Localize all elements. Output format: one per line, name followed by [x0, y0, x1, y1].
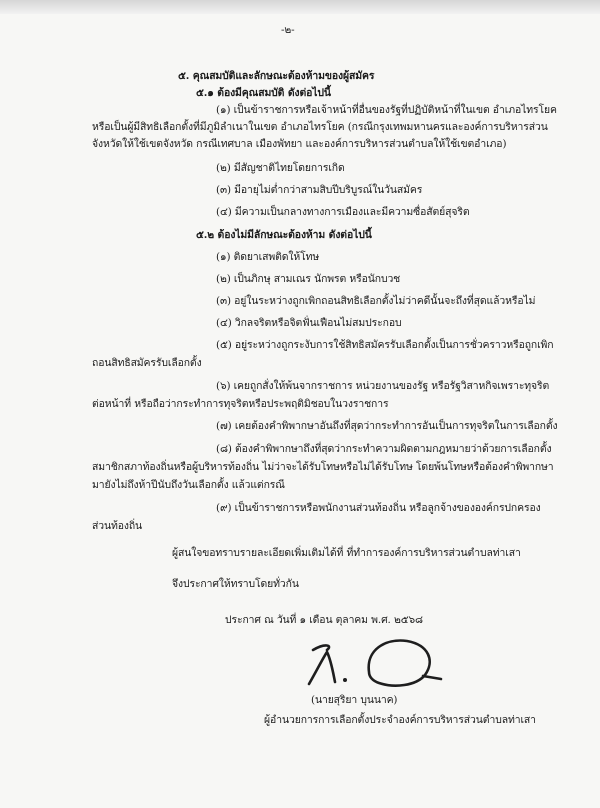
announcement-line: จึงประกาศให้ทราบโดยทั่วกัน — [172, 578, 299, 590]
section-heading: ๕. คุณสมบัติและลักษณะต้องห้ามของผู้สมัคร — [178, 70, 375, 82]
qualification-item-1-line-3: จังหวัดให้ใช้เขตจังหวัด กรณีเทศบาล เมืองพัทยา และองค์การบริหารส่วนตำบลให้ใช้เขตอำเภอ) — [92, 138, 507, 150]
prohibition-item-6-line-2: ต่อหน้าที่ หรือถือว่ากระทำการทุจริตหรือประพฤติมิชอบในวงราชการ — [92, 398, 389, 410]
signer-name: (นายสุริยา บุนนาค) — [311, 694, 398, 706]
prohibition-item-8-line-2: สมาชิกสภาท้องถิ่นหรือผู้บริหารท้องถิ่น ไม่ว่าจะได้รับโทษหรือไม่ได้รับโทษ โดยพ้นโทษหรือต้องคำพิพากษา — [92, 461, 554, 473]
prohibition-item-3: (๓) อยู่ในระหว่างถูกเพิกถอนสิทธิเลือกตั้งไม่ว่าคดีนั้นจะถึงที่สุดแล้วหรือไม่ — [216, 295, 536, 307]
prohibition-item-7: (๗) เคยต้องคำพิพากษาอันถึงที่สุดว่ากระทำการอันเป็นการทุจริตในการเลือกตั้ง — [216, 420, 558, 432]
prohibition-item-9-line-2: ส่วนท้องถิ่น — [92, 520, 143, 532]
prohibition-item-6-line-1: (๖) เคยถูกสั่งให้พ้นจากราชการ หน่วยงานของรัฐ หรือรัฐวิสาหกิจเพราะทุจริต — [216, 380, 550, 392]
qualification-item-3: (๓) มีอายุไม่ต่ำกว่าสามสิบปีบริบูรณ์ในวันสมัคร — [216, 184, 423, 196]
scan-edge-shadow — [0, 0, 600, 14]
announcement-date: ประกาศ ณ วันที่ ๑ เดือน ตุลาคม พ.ศ. ๒๕๖๘ — [225, 614, 423, 626]
page-number: -๒- — [281, 24, 295, 36]
prohibition-item-2: (๒) เป็นภิกษุ สามเณร นักพรต หรือนักบวช — [216, 273, 401, 285]
prohibition-item-8-line-1: (๘) ต้องคำพิพากษาถึงที่สุดว่ากระทำความผิดตามกฎหมายว่าด้วยการเลือกตั้ง — [216, 443, 552, 455]
prohibition-item-4: (๔) วิกลจริตหรือจิตฟั่นเฟือนไม่สมประกอบ — [216, 317, 402, 329]
prohibition-item-9-line-1: (๙) เป็นข้าราชการหรือพนักงานส่วนท้องถิ่น หรือลูกจ้างขององค์กรปกครอง — [216, 502, 541, 514]
signature — [283, 636, 443, 690]
qualification-item-4: (๔) มีความเป็นกลางทางการเมืองและมีความซื่อสัตย์สุจริต — [216, 206, 470, 218]
prohibition-item-8-line-3: มายังไม่ถึงห้าปีนับถึงวันเลือกตั้ง แล้วแต่กรณี — [92, 479, 285, 491]
prohibition-item-5-line-2: ถอนสิทธิสมัครรับเลือกตั้ง — [92, 357, 202, 369]
qualification-item-1-line-1: (๑) เป็นข้าราชการหรือเจ้าหน้าที่อื่นของรัฐที่ปฏิบัติหน้าที่ในเขต อำเภอไทรโยค — [216, 104, 557, 116]
prohibition-item-1: (๑) ติดยาเสพติดให้โทษ — [216, 251, 320, 263]
subsection-1-heading: ๕.๑ ต้องมีคุณสมบัติ ดังต่อไปนี้ — [196, 87, 331, 99]
signer-title: ผู้อำนวยการการเลือกตั้งประจำองค์การบริหารส่วนตำบลท่าเสา — [264, 714, 536, 726]
qualification-item-2: (๒) มีสัญชาติไทยโดยการเกิด — [216, 162, 345, 174]
inquiry-note: ผู้สนใจขอทราบรายละเอียดเพิ่มเติมได้ที่ ที่ทำการองค์การบริหารส่วนตำบลท่าเสา — [172, 547, 521, 559]
qualification-item-1-line-2: หรือเป็นผู้มีสิทธิเลือกตั้งที่มีภูมิลำเนาในเขต อำเภอไทรโยค (กรณีกรุงเทพมหานครและองค์การบริหารส่วน — [92, 121, 548, 133]
prohibition-item-5-line-1: (๕) อยู่ระหว่างถูกระงับการใช้สิทธิสมัครรับเลือกตั้งเป็นการชั่วคราวหรือถูกเพิก — [216, 339, 554, 351]
subsection-2-heading: ๕.๒ ต้องไม่มีลักษณะต้องห้าม ดังต่อไปนี้ — [196, 229, 372, 241]
